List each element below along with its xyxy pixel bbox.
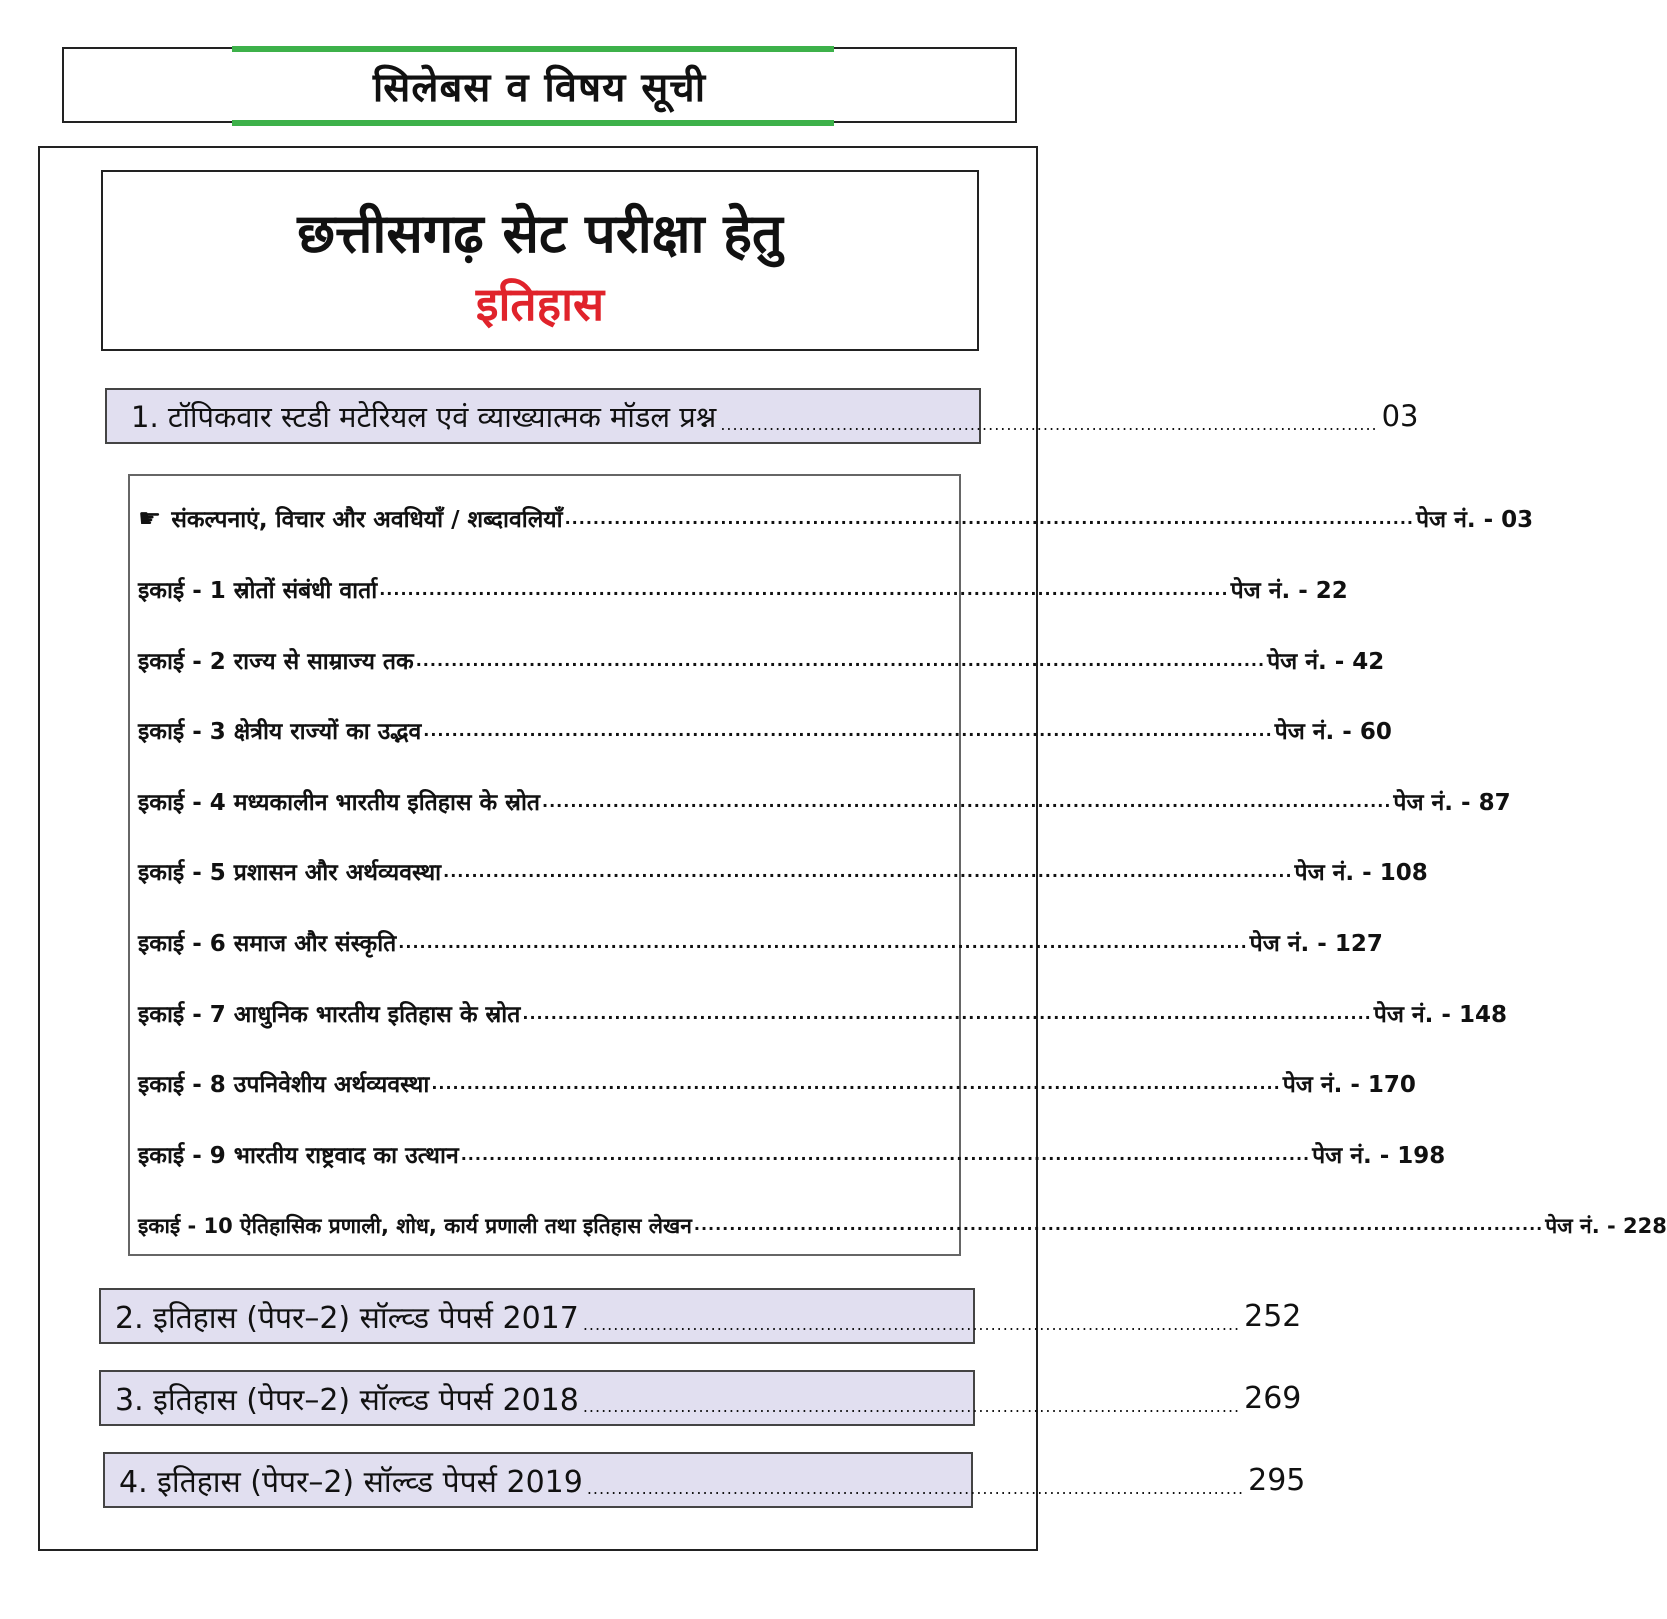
unit-page: पेज नं. - 127 bbox=[1249, 931, 1383, 957]
units-list bbox=[128, 474, 1667, 1256]
unit-page: पेज नं. - 03 bbox=[1415, 507, 1534, 533]
list-item[interactable] bbox=[138, 1059, 1416, 1099]
toc-section-page: 295 bbox=[1248, 1462, 1306, 1498]
list-item[interactable] bbox=[138, 494, 1534, 534]
list-item[interactable] bbox=[138, 636, 1385, 676]
unit-label: इकाई - 9 भारतीय राष्ट्रवाद का उत्थान bbox=[138, 1143, 459, 1169]
exam-title: छत्तीसगढ़ सेट परीक्षा हेतु bbox=[297, 202, 783, 265]
leader-dots: ........................................................................................................................ bbox=[423, 721, 1273, 740]
pointing-hand-icon: ☛ bbox=[138, 504, 162, 534]
unit-label: इकाई - 6 समाज और संस्कृति bbox=[138, 931, 397, 957]
list-item[interactable] bbox=[138, 989, 1507, 1029]
unit-page: पेज नं. - 228 bbox=[1545, 1214, 1667, 1238]
leader-dots: ........................................................................................................................ bbox=[460, 1145, 1311, 1164]
unit-page: पेज नं. - 198 bbox=[1312, 1143, 1446, 1169]
leader-dots: ........................................................................................................................ bbox=[542, 792, 1392, 811]
list-item[interactable] bbox=[138, 777, 1511, 817]
toc-section-label: 4. इतिहास (पेपर–2) सॉल्व्ड पेपर्स 2019 bbox=[119, 1464, 583, 1500]
list-item[interactable] bbox=[138, 706, 1392, 746]
unit-page: पेज नं. - 42 bbox=[1267, 649, 1385, 675]
toc-section-page: 269 bbox=[1244, 1380, 1302, 1416]
leader-dots: ........................................................................................................................ bbox=[693, 1215, 1544, 1234]
leader-dots: ........................................................................................................................ bbox=[415, 651, 1266, 670]
unit-page: पेज नं. - 60 bbox=[1274, 719, 1392, 745]
unit-label: इकाई - 4 मध्यकालीन भारतीय इतिहास के स्रोत bbox=[138, 790, 541, 816]
toc-section-page: 252 bbox=[1244, 1298, 1302, 1334]
leader-dots: ............................................................................................................ bbox=[582, 1397, 1241, 1416]
toc-section-2[interactable] bbox=[99, 1288, 1302, 1344]
list-item[interactable] bbox=[138, 847, 1428, 887]
leader-dots: ............................................................................................................ bbox=[586, 1479, 1245, 1498]
leader-dots: ............................................................................................................ bbox=[720, 415, 1378, 434]
leader-dots: ........................................................................................................................ bbox=[564, 509, 1414, 528]
toc-section-label: 2. इतिहास (पेपर–2) सॉल्व्ड पेपर्स 2017 bbox=[115, 1300, 579, 1336]
leader-dots: ........................................................................................................................ bbox=[522, 1004, 1372, 1023]
page-header-title: सिलेबस व विषय सूची bbox=[372, 64, 707, 111]
toc-section-page: 03 bbox=[1381, 399, 1419, 433]
unit-label: इकाई - 8 उपनिवेशीय अर्थव्यवस्था bbox=[138, 1072, 430, 1098]
title-box bbox=[101, 170, 979, 351]
leader-dots: ........................................................................................................................ bbox=[443, 862, 1293, 881]
unit-label: इकाई - 2 राज्य से साम्राज्य तक bbox=[138, 649, 414, 675]
unit-page: पेज नं. - 170 bbox=[1282, 1072, 1416, 1098]
toc-section-1[interactable] bbox=[105, 388, 1419, 444]
unit-page: पेज नं. - 22 bbox=[1230, 578, 1348, 604]
leader-dots: ........................................................................................................................ bbox=[398, 933, 1248, 952]
list-item[interactable] bbox=[138, 918, 1383, 958]
unit-label: इकाई - 10 ऐतिहासिक प्रणाली, शोध, कार्य प्रणाली तथा इतिहास लेखन bbox=[138, 1214, 692, 1238]
toc-section-4[interactable] bbox=[103, 1452, 1306, 1508]
unit-page: पेज नं. - 148 bbox=[1373, 1002, 1507, 1028]
leader-dots: ........................................................................................................................ bbox=[431, 1074, 1281, 1093]
unit-label: संकल्पनाएं, विचार और अवधियाँ / शब्दावलियाँ bbox=[171, 507, 563, 533]
list-item[interactable] bbox=[138, 1130, 1446, 1170]
list-item[interactable] bbox=[138, 565, 1348, 605]
unit-page: पेज नं. - 87 bbox=[1393, 790, 1511, 816]
list-item[interactable] bbox=[138, 1200, 1667, 1240]
unit-label: इकाई - 5 प्रशासन और अर्थव्यवस्था bbox=[138, 860, 442, 886]
unit-label: इकाई - 3 क्षेत्रीय राज्यों का उद्भव bbox=[138, 719, 422, 745]
toc-section-label: 3. इतिहास (पेपर–2) सॉल्व्ड पेपर्स 2018 bbox=[115, 1382, 579, 1418]
toc-section-3[interactable] bbox=[99, 1370, 1302, 1426]
unit-label: इकाई - 7 आधुनिक भारतीय इतिहास के स्रोत bbox=[138, 1002, 521, 1028]
unit-page: पेज नं. - 108 bbox=[1294, 860, 1428, 886]
unit-label: इकाई - 1 स्रोतों संबंधी वार्ता bbox=[138, 578, 378, 604]
toc-section-label: 1. टॉपिकवार स्टडी मटेरियल एवं व्याख्यात्मक मॉडल प्रश्न bbox=[131, 399, 717, 434]
leader-dots: ............................................................................................................ bbox=[582, 1315, 1241, 1334]
subject-title: इतिहास bbox=[475, 277, 605, 331]
leader-dots: ........................................................................................................................ bbox=[379, 580, 1229, 599]
